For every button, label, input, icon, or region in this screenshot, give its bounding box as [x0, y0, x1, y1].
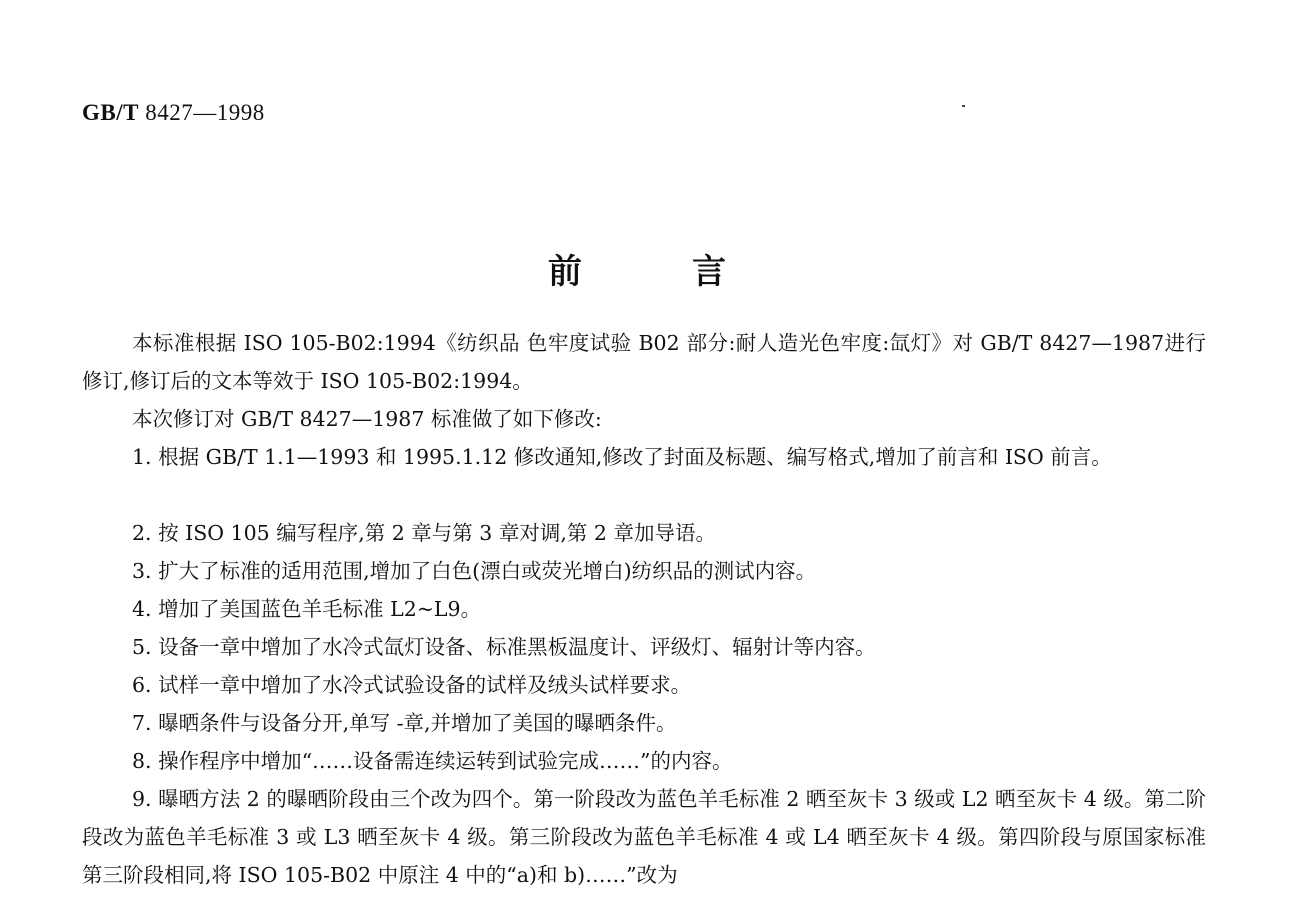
paragraph-item-9: 9. 曝晒方法 2 的曝晒阶段由三个改为四个。第一阶段改为蓝色羊毛标准 2 晒至灰卡 3 级或 L2 晒至灰卡 4 级。第二阶段改为蓝色羊毛标准 3 或 L3 晒至灰卡 4 级。第三阶段改为蓝色羊毛标准 4 或 L4 晒至灰卡 4 级。第四阶段与原国家标准第三阶段相同,将 ISO 105-B02 中原注 4 中的“a)和 b)……”改为	[82, 787, 1206, 887]
scan-speck	[962, 105, 965, 107]
paragraph-item-7: 7. 曝晒条件与设备分开,单写 -章,并增加了美国的曝晒条件。	[132, 711, 677, 735]
paragraph-item-8: 8. 操作程序中增加“……设备需连续运转到试验完成……”的内容。	[132, 749, 733, 773]
paragraph-item-2: 2. 按 ISO 105 编写程序,第 2 章与第 3 章对调,第 2 章加导语。	[132, 521, 716, 545]
paragraph-item-4: 4. 增加了美国蓝色羊毛标准 L2~L9。	[132, 597, 482, 621]
paragraph-item-5: 5. 设备一章中增加了水冷式氙灯设备、标准黑板温度计、评级灯、辐射计等内容。	[132, 635, 876, 659]
standard-code	[82, 100, 265, 126]
paragraph-item-1: 1. 根据 GB/T 1.1—1993 和 1995.1.12 修改通知,修改了封面及标题、编写格式,增加了前言和 ISO 前言。	[132, 445, 1112, 469]
standard-code-prefix: GB/T	[82, 100, 139, 125]
page-title: 前言	[548, 252, 836, 292]
standard-code-number: 8427—1998	[145, 100, 265, 125]
paragraph-changes-intro: 本次修订对 GB/T 8427—1987 标准做了如下修改:	[132, 407, 602, 431]
paragraph-intro: 本标准根据 ISO 105-B02:1994《纺织品 色牢度试验 B02 部分:耐人造光色牢度:氙灯》对 GB/T 8427—1987进行修订,修订后的文本等效于 ISO 105-B02:1994。	[82, 331, 1206, 393]
paragraph-item-6: 6. 试样一章中增加了水冷式试验设备的试样及绒头试样要求。	[132, 673, 692, 697]
paragraph-item-3: 3. 扩大了标准的适用范围,增加了白色(漂白或荧光增白)纺织品的测试内容。	[132, 559, 817, 583]
